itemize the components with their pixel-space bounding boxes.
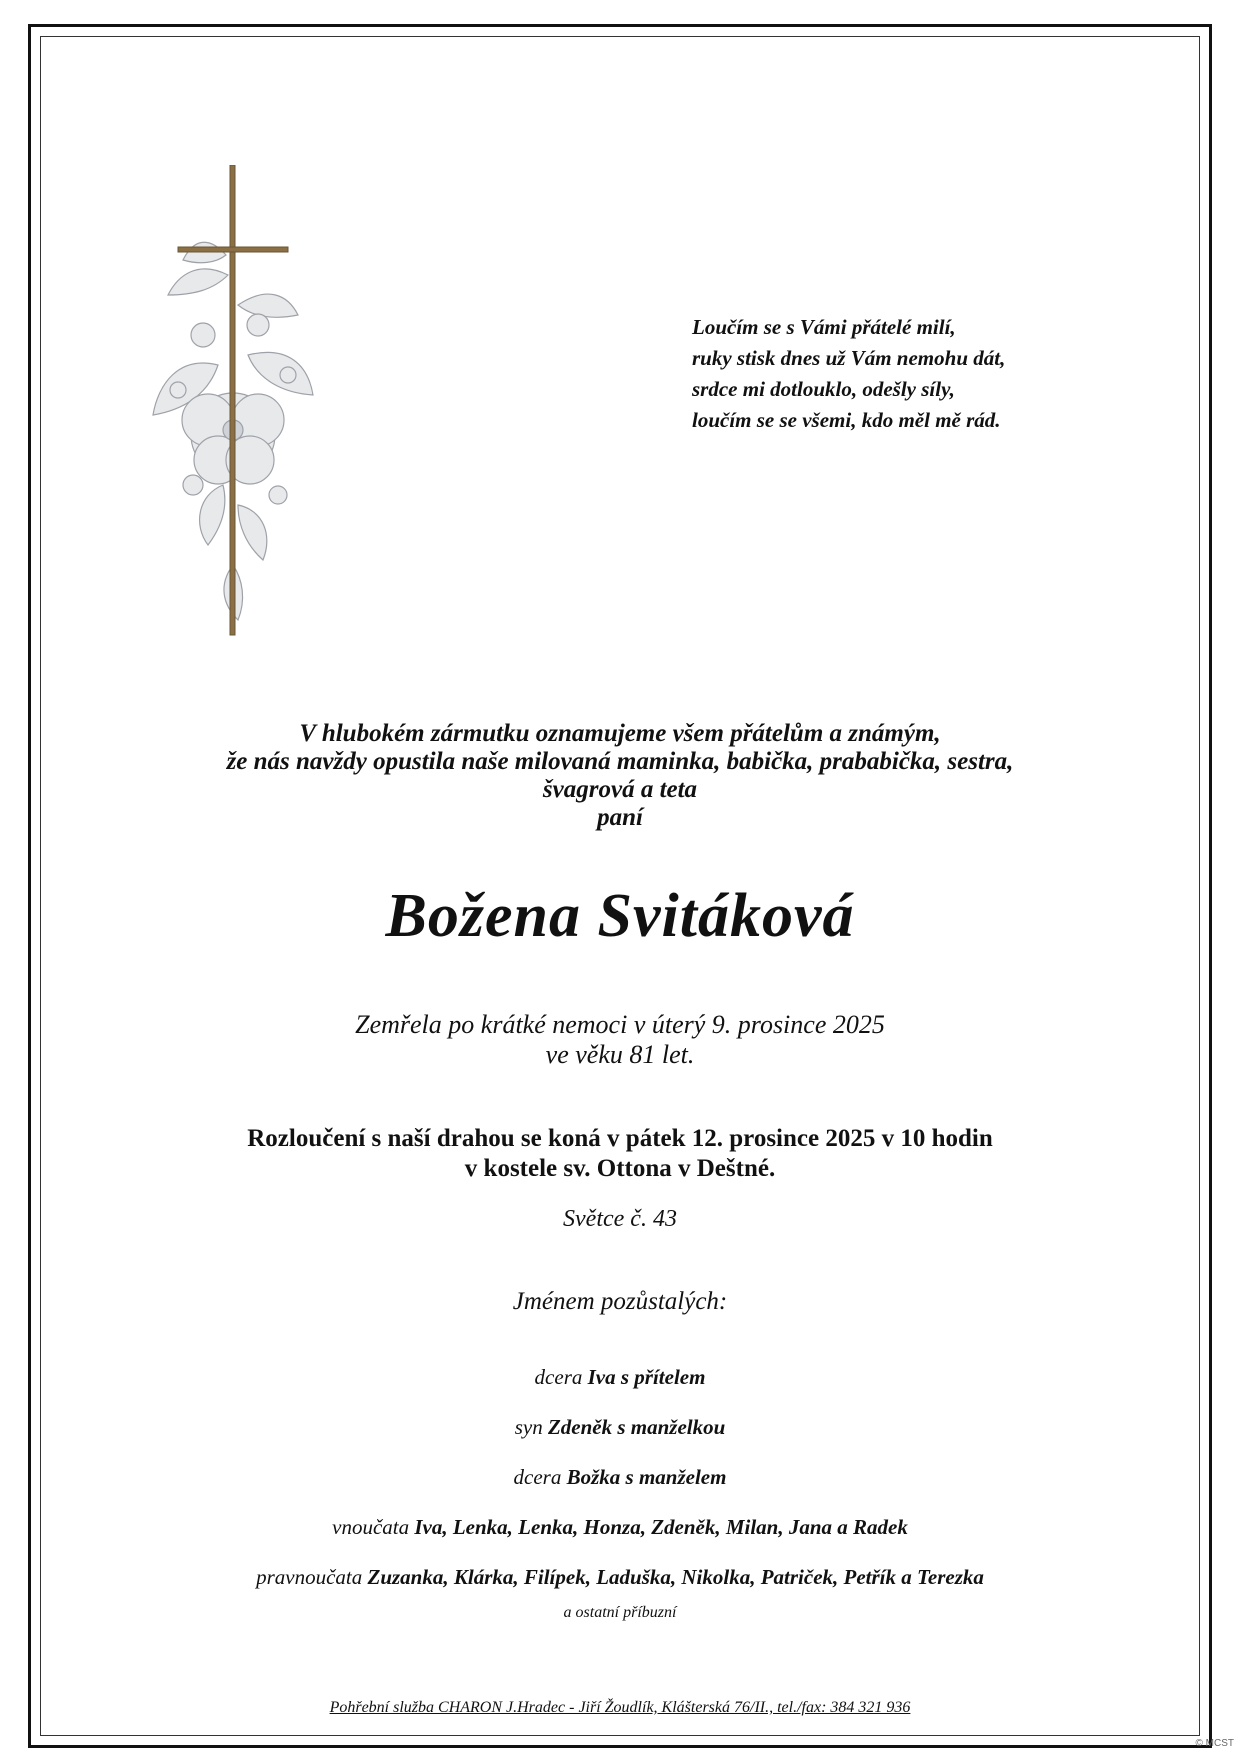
- intro-line: paní: [597, 804, 643, 831]
- mourner-relation: dcera: [513, 1465, 562, 1489]
- poem-line: Loučím se s Vámi přátelé milí,: [692, 315, 956, 339]
- watermark: © MCST: [1195, 1738, 1234, 1749]
- mourner-names: Zuzanka, Klárka, Filípek, Laduška, Nikolka, Patriček, Petřík a Terezka: [367, 1565, 984, 1589]
- farewell-poem: [692, 312, 1132, 436]
- poem-line: srdce mi dotlouklo, odešly síly,: [692, 377, 955, 401]
- mourner-row: [40, 1452, 1200, 1502]
- address: Světce č. 43: [563, 1206, 677, 1232]
- mourner-relation: syn: [514, 1415, 543, 1439]
- footer-text: Pohřební služba CHARON J.Hradec - Jiří Žoudlík, Klášterská 76/II., tel./fax: 384 321 936: [329, 1699, 911, 1716]
- mourner-names: Božka s manželem: [566, 1465, 727, 1489]
- farewell-line: Rozloučení s naší drahou se koná v pátek 12. prosince 2025 v 10 hodin: [247, 1125, 993, 1152]
- farewell-line: v kostele sv. Ottona v Deštné.: [464, 1155, 776, 1182]
- mourner-names: Iva, Lenka, Lenka, Honza, Zdeněk, Milan, Jana a Radek: [414, 1515, 908, 1539]
- other-relatives: a ostatní příbuzní: [563, 1604, 677, 1621]
- mourner-names: Zdeněk s manželkou: [547, 1415, 726, 1439]
- deceased-name: Božena Svitáková: [385, 882, 855, 950]
- intro-line: že nás navždy opustila naše milovaná maminka, babička, prababička, sestra,: [226, 748, 1014, 775]
- intro-line: V hlubokém zármutku oznamujeme všem přátelům a známým,: [299, 720, 941, 747]
- mourner-row: [40, 1552, 1200, 1602]
- mourner-row: [40, 1352, 1200, 1402]
- on-behalf-of-bereaved: Jménem pozůstalých:: [512, 1288, 728, 1315]
- poem-line: ruky stisk dnes už Vám nemohu dát,: [692, 346, 1006, 370]
- farewell-ceremony: [40, 1124, 1200, 1184]
- death-info-line: Zemřela po krátké nemoci v úterý 9. prosince 2025: [355, 1010, 885, 1039]
- poem-line: loučím se se všemi, kdo měl mě rád.: [692, 408, 1001, 432]
- announcement-intro: [40, 720, 1200, 832]
- death-info-line: ve věku 81 let.: [545, 1040, 695, 1069]
- mourner-relation: dcera: [534, 1365, 583, 1389]
- mourner-relation: vnoučata: [332, 1515, 410, 1539]
- intro-line: švagrová a teta: [542, 776, 698, 803]
- mourners-list: [40, 1352, 1200, 1602]
- mourner-names: Iva s přítelem: [587, 1365, 706, 1389]
- cross-with-flowers-icon: [138, 165, 328, 650]
- death-info: [40, 1010, 1200, 1070]
- mourner-relation: pravnoučata: [256, 1565, 363, 1589]
- funeral-service-footer: [40, 1699, 1200, 1717]
- mourner-row: [40, 1502, 1200, 1552]
- mourner-row: [40, 1402, 1200, 1452]
